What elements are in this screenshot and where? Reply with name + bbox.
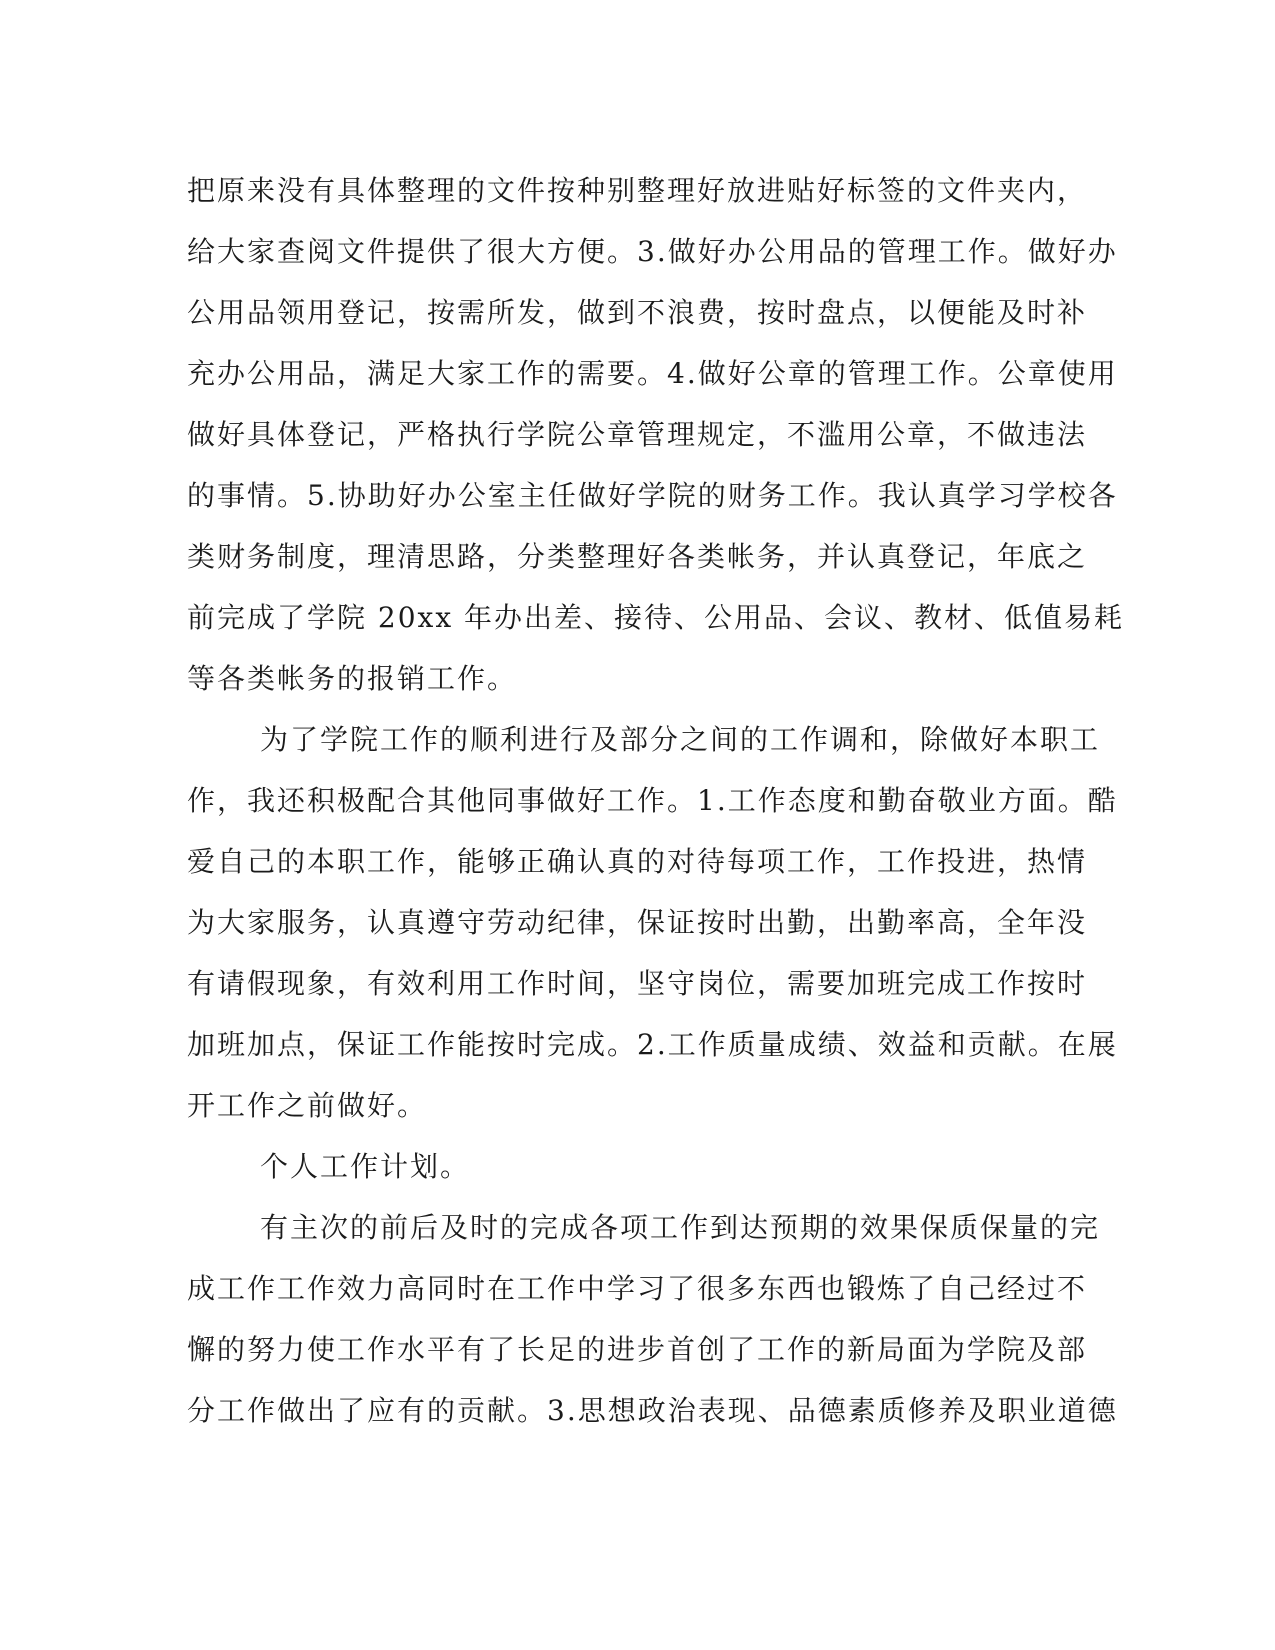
text-line: 有请假现象，有效利用工作时间，坚守岗位，需要加班完成工作按时 [187, 967, 1088, 1000]
text-line: 给大家查阅文件提供了很大方便。3.做好办公用品的管理工作。做好办 [187, 235, 1118, 268]
text-line: 加班加点，保证工作能按时完成。2.工作质量成绩、效益和贡献。在展 [187, 1028, 1118, 1061]
text-line: 做好具体登记，严格执行学院公章管理规定，不滥用公章，不做违法 [187, 418, 1088, 451]
text-line: 把原来没有具体整理的文件按种别整理好放进贴好标签的文件夹内， [187, 174, 1088, 207]
text-line: 懈的努力使工作水平有了长足的进步首创了工作的新局面为学院及部 [187, 1333, 1088, 1366]
text-line: 个人工作计划。 [260, 1150, 471, 1183]
text-line: 分工作做出了应有的贡献。3.思想政治表现、品德素质修养及职业道德 [187, 1394, 1118, 1427]
text-line: 爱自己的本职工作，能够正确认真的对待每项工作，工作投进，热情 [187, 845, 1088, 878]
text-line: 成工作工作效力高同时在工作中学习了很多东西也锻炼了自己经过不 [187, 1272, 1088, 1305]
text-line: 开工作之前做好。 [187, 1089, 428, 1122]
text-line: 为了学院工作的顺利进行及部分之间的工作调和，除做好本职工 [260, 723, 1101, 756]
text-line: 有主次的前后及时的完成各项工作到达预期的效果保质保量的完 [260, 1211, 1101, 1244]
text-line: 类财务制度，理清思路，分类整理好各类帐务，并认真登记，年底之 [187, 540, 1088, 573]
text-line: 等各类帐务的报销工作。 [187, 662, 518, 695]
text-line: 充办公用品，满足大家工作的需要。4.做好公章的管理工作。公章使用 [187, 357, 1118, 390]
text-line: 的事情。5.协助好办公室主任做好学院的财务工作。我认真学习学校各 [187, 479, 1118, 512]
text-line: 公用品领用登记，按需所发，做到不浪费，按时盘点，以便能及时补 [187, 296, 1088, 329]
document-body [187, 160, 1125, 1441]
text-line: 前完成了学院 20xx 年办出差、接待、公用品、会议、教材、低值易耗 [187, 601, 1125, 634]
text-line: 为大家服务，认真遵守劳动纪律，保证按时出勤，出勤率高，全年没 [187, 906, 1088, 939]
text-line: 作，我还积极配合其他同事做好工作。1.工作态度和勤奋敬业方面。酷 [187, 784, 1118, 817]
